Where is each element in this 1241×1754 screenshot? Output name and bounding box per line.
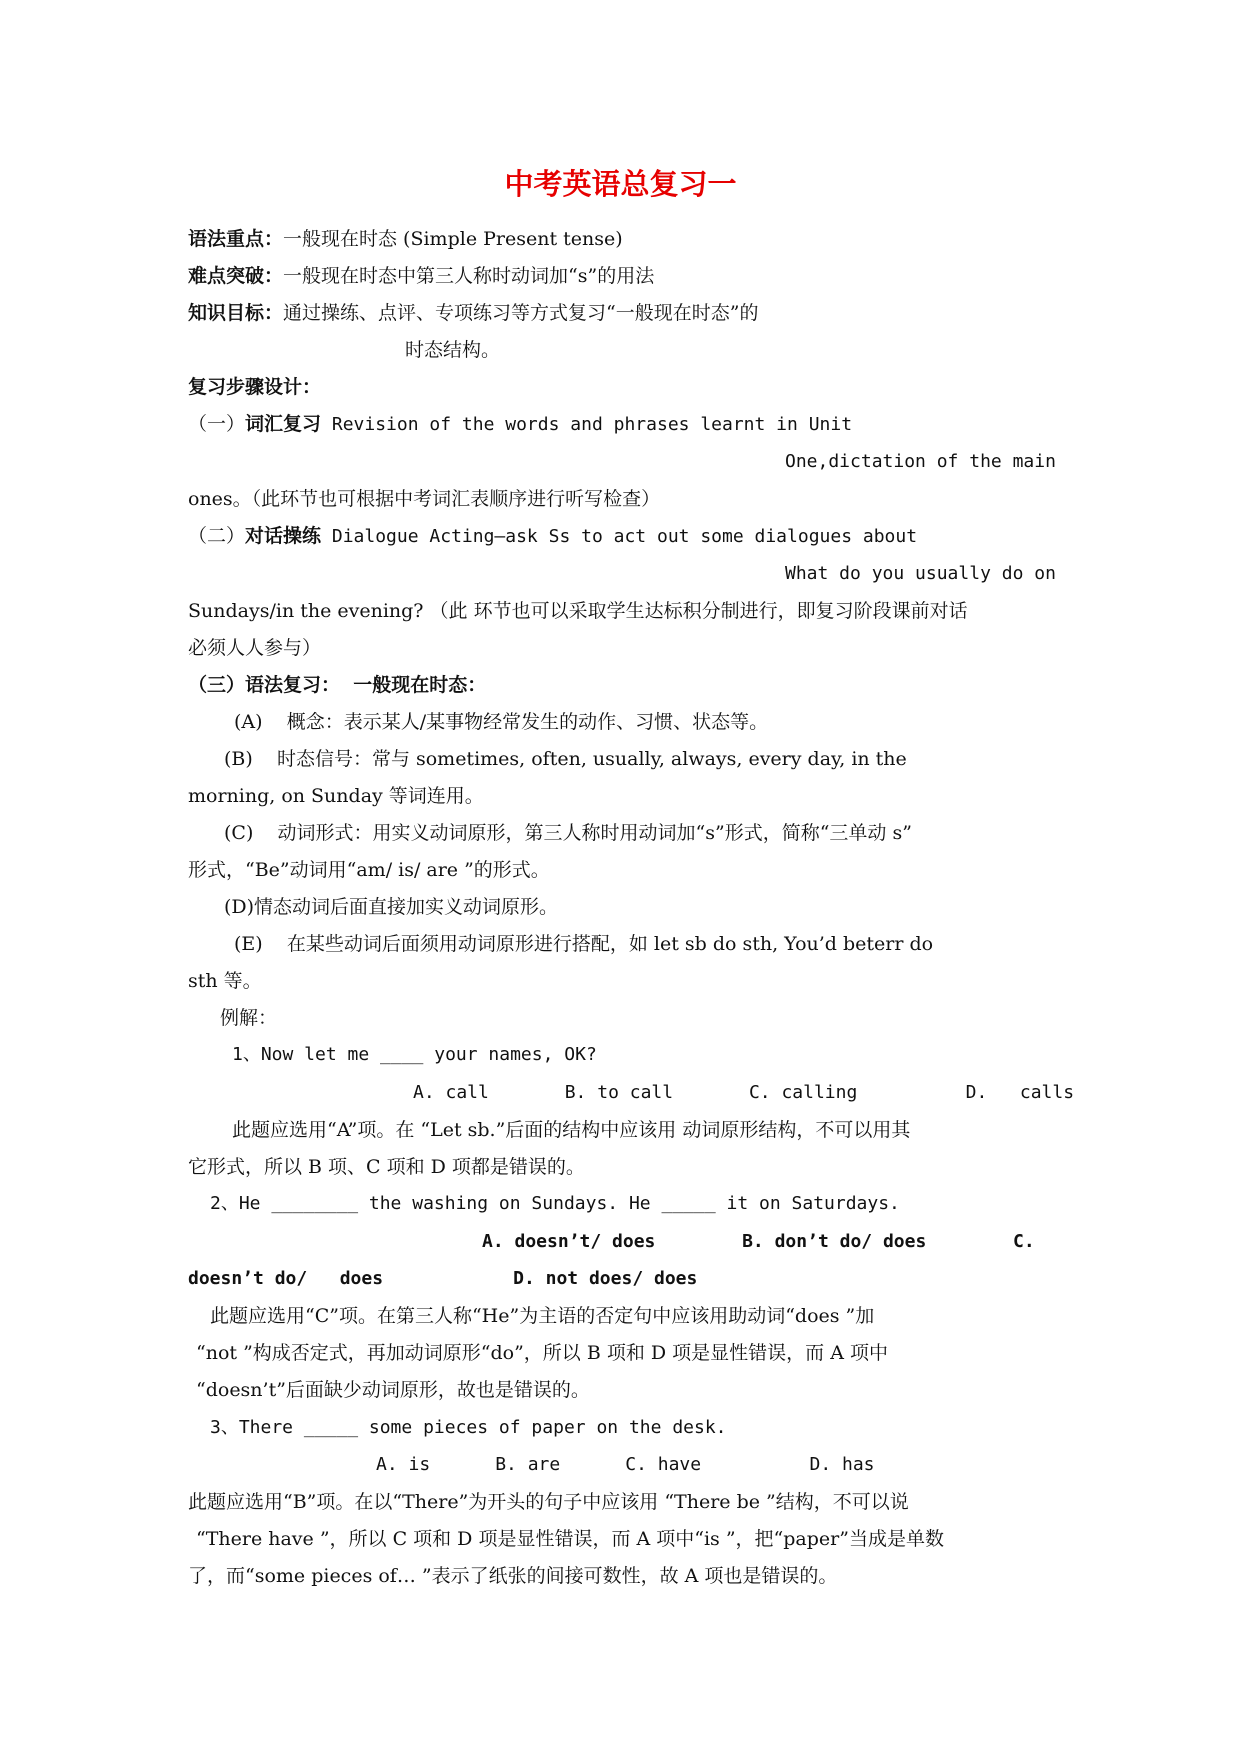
step2-label: 对话操练 <box>245 525 322 547</box>
difficulty-text: 一般现在时态中第三人称时动词加“s”的用法 <box>283 265 655 287</box>
goal-label: 知识目标： <box>188 302 284 324</box>
grammar-point-e-cont: sth 等。 <box>188 970 262 992</box>
step3-label: 语法复习： <box>245 674 341 696</box>
grammar-point-e: (E) 在某些动词后面须用动词原形进行搭配，如 let sb do sth, You’d beterr do <box>234 933 934 955</box>
step2-text-cont3: 必须人人参与） <box>188 637 322 659</box>
question-2-explanation: 此题应选用“C”项。在第三人称“He”为主语的否定句中应该用助动词“does ”加 <box>210 1305 875 1327</box>
question-3-options: A. is B. are C. have D. has <box>376 1454 875 1475</box>
step2-text-cont2: Sundays/in the evening? （此 环节也可以采取学生达标积分制进行，即复习阶段课前对话 <box>188 600 968 622</box>
step3-topic: 一般现在时态： <box>340 674 487 696</box>
steps-heading: 复习步骤设计： <box>188 376 322 398</box>
grammar-focus-text: 一般现在时态 (Simple Present tense) <box>283 228 623 250</box>
step2-line <box>188 523 917 550</box>
step3-line <box>188 672 486 698</box>
question-3-explanation-cont: “There have ”，所以 C 项和 D 项是显性错误，而 A 项中“is ”，把“paper”当成是单数 <box>196 1528 944 1550</box>
grammar-point-a: (A) 概念：表示某人/某事物经常发生的动作、习惯、状态等。 <box>234 711 769 733</box>
step2-text-cont: What do you usually do on <box>785 563 1056 584</box>
goal-text: 通过操练、点评、专项练习等方式复习“一般现在时态”的 <box>283 302 759 324</box>
question-1: 1、Now let me ____ your names, OK? <box>232 1044 597 1065</box>
difficulty-line <box>188 263 654 289</box>
step1-text: Revision of the words and phrases learnt in Unit <box>321 414 853 435</box>
question-3: 3、There _____ some pieces of paper on the desk. <box>210 1417 727 1438</box>
question-2-options-cont: doesn’t do/ does D. not does/ does <box>188 1268 698 1289</box>
step2-prefix: （二） <box>188 525 246 547</box>
step1-label: 词汇复习 <box>245 413 322 435</box>
grammar-point-c-cont: 形式，“Be”动词用“am/ is/ are ”的形式。 <box>188 859 550 881</box>
grammar-point-b-cont: morning, on Sunday 等词连用。 <box>188 785 484 807</box>
step1-prefix: （一） <box>188 413 246 435</box>
question-2-explanation-cont2: “doesn’t”后面缺少动词原形，故也是错误的。 <box>196 1379 590 1401</box>
goal-line <box>188 300 758 326</box>
grammar-focus-label: 语法重点： <box>188 228 284 250</box>
grammar-point-b: (B) 时态信号：常与 sometimes, often, usually, always, every day, in the <box>224 748 907 770</box>
question-2-explanation-cont: “not ”构成否定式，再加动词原形“do”，所以 B 项和 D 项是显性错误，而 A 项中 <box>196 1342 888 1364</box>
question-1-options: A. call B. to call C. calling D. calls <box>413 1082 1075 1103</box>
step2-text: Dialogue Acting—ask Ss to act out some dialogues about <box>321 526 918 547</box>
question-3-explanation: 此题应选用“B”项。在以“There”为开头的句子中应该用 “There be ”结构，不可以说 <box>188 1491 909 1513</box>
step1-line <box>188 411 852 438</box>
examples-heading: 例解： <box>220 1007 278 1029</box>
question-2: 2、He ________ the washing on Sundays. He _____ it on Saturdays. <box>210 1193 900 1214</box>
step3-prefix: （三） <box>188 674 246 696</box>
grammar-point-d: (D)情态动词后面直接加实义动词原形。 <box>224 896 559 918</box>
question-2-options: A. doesn’t/ does B. don’t do/ does C. <box>482 1231 1035 1252</box>
grammar-focus-line <box>188 226 623 252</box>
question-1-explanation: 此题应选用“A”项。在 “Let sb.”后面的结构中应该用 动词原形结构，不可以用其 <box>232 1119 911 1141</box>
goal-text-cont: 时态结构。 <box>405 339 501 361</box>
difficulty-label: 难点突破： <box>188 265 284 287</box>
step1-text-cont: One,dictation of the main <box>785 451 1056 472</box>
document-title: 中考英语总复习一 <box>504 167 737 201</box>
question-1-explanation-cont: 它形式，所以 B 项、C 项和 D 项都是错误的。 <box>188 1156 585 1178</box>
question-3-explanation-cont2: 了，而“some pieces of… ”表示了纸张的间接可数性，故 A 项也是错误的。 <box>188 1565 838 1587</box>
step1-text-cont2: ones。（此环节也可根据中考词汇表顺序进行听写检查） <box>188 488 661 510</box>
grammar-point-c: (C) 动词形式：用实义动词原形，第三人称时用动词加“s”形式，简称“三单动 s” <box>224 822 912 844</box>
